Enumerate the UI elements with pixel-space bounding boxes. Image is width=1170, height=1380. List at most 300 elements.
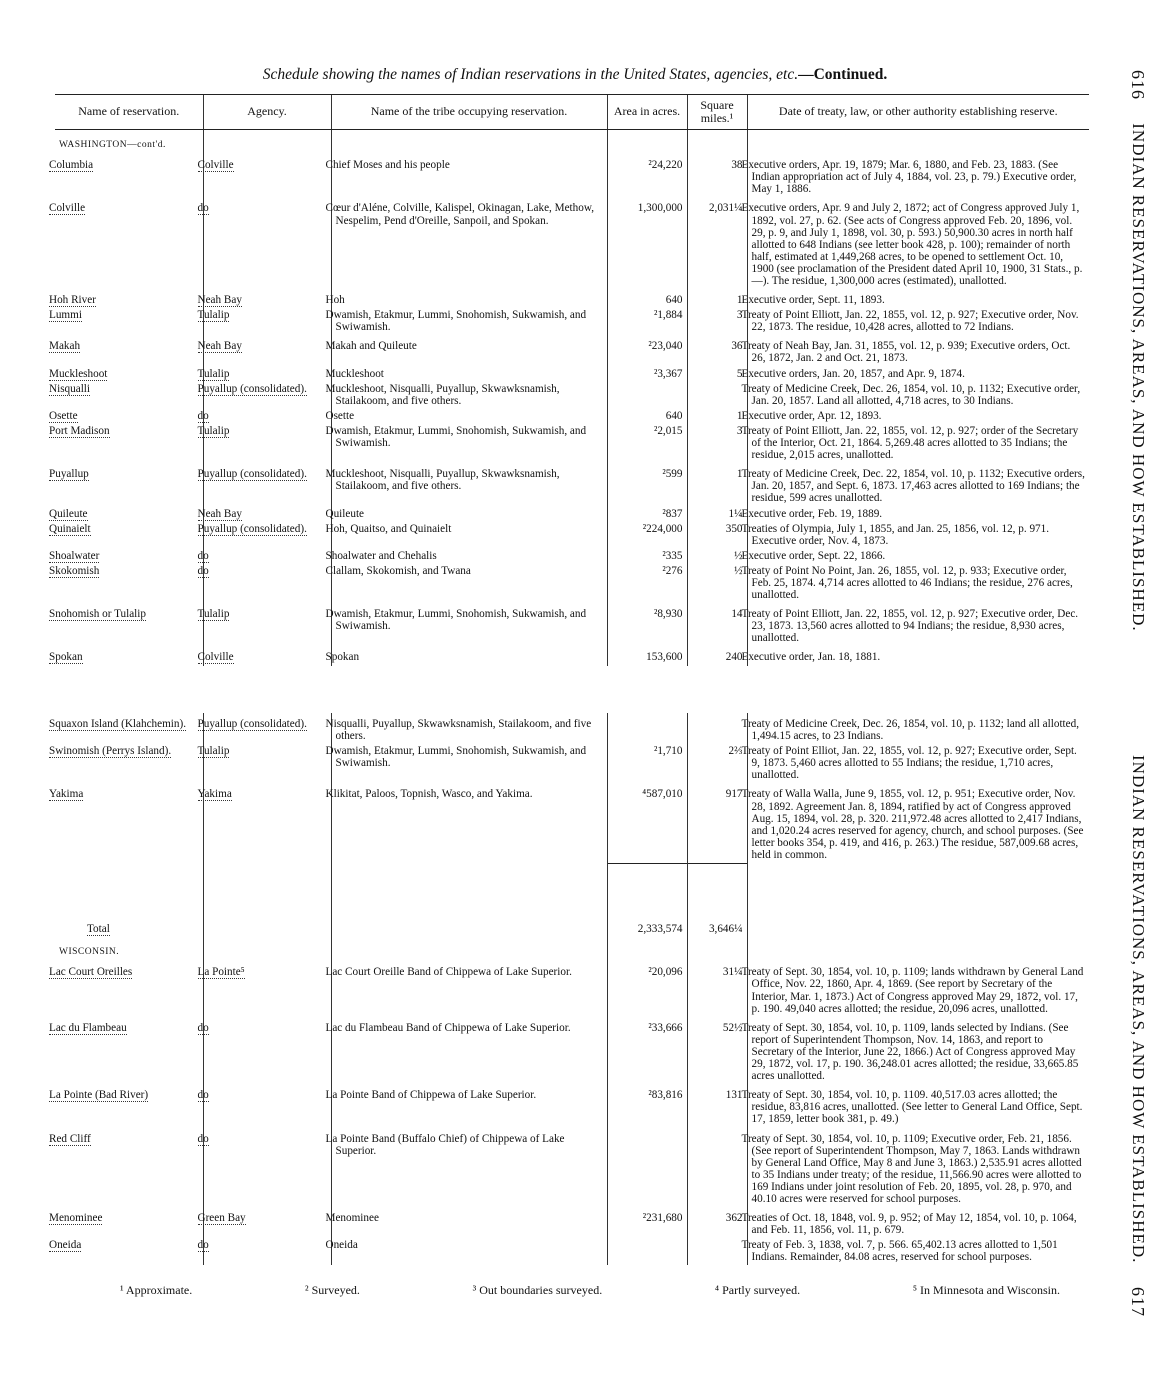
square-miles	[687, 1207, 747, 1238]
agency-text: Colville	[197, 651, 234, 664]
tribe	[325, 564, 607, 603]
tribe-text: Nisqualli, Puyallup, Skwawksnamish, Stailakoom, and five others.	[325, 718, 592, 743]
area-acres-text: ²8,930	[653, 608, 683, 621]
tribe	[325, 783, 607, 863]
tribe-text: Muckleshoot, Nisqualli, Puyallup, Skwawksnamish, Stailakoom, and five others.	[325, 468, 560, 493]
state-washington	[55, 129, 1089, 154]
tribe-text: Quileute	[325, 507, 365, 520]
reservation-name	[49, 308, 203, 335]
authority	[741, 744, 1089, 783]
reservation-name-text: Shoalwater	[49, 549, 100, 562]
square-miles	[687, 382, 747, 409]
square-miles	[687, 646, 747, 665]
table-row	[55, 522, 1089, 549]
area-acres	[607, 713, 687, 744]
table-row	[55, 1238, 1089, 1265]
tribe-text: Oneida	[325, 1239, 358, 1252]
empty-cell	[747, 937, 1089, 961]
square-miles	[687, 1084, 747, 1127]
area-acres	[607, 603, 687, 646]
tribe-text: Osette	[325, 409, 355, 422]
square-miles	[687, 961, 747, 1016]
area-acres-text: ²335	[662, 549, 683, 562]
tribe	[325, 409, 607, 424]
col-header-agency: Agency.	[203, 95, 331, 130]
square-miles	[687, 367, 747, 382]
authority-text: Executive orders, Apr. 19, 1879; Mar. 6, 1880, and Feb. 23, 1883. (See Indian appropriation act of July 4, 1884, vol. 23, p. 79.) Executive order, May 1, 1886.	[741, 159, 1077, 196]
area-acres	[607, 1084, 687, 1127]
tribe	[325, 603, 607, 646]
empty-cell	[331, 937, 607, 961]
empty-cell	[687, 129, 747, 154]
authority-text: Executive order, Apr. 12, 1893.	[741, 409, 882, 422]
empty-cell	[203, 863, 331, 937]
authority-text: Treaty of Neah Bay, Jan. 31, 1855, vol. 12, p. 939; Executive orders, Oct. 26, 1872, Jan. 2 and Oct. 21, 1873.	[741, 340, 1071, 365]
table-row	[55, 783, 1089, 863]
area-acres-text: ²1,710	[653, 745, 683, 758]
tribe-text: Muckleshoot, Nisqualli, Puyallup, Skwawksnamish, Stailakoom, and five others.	[325, 382, 560, 407]
footnote-3: ³ Out boundaries surveyed.	[472, 1283, 603, 1297]
authority-text: Treaty of Walla Walla, June 9, 1855, vol. 12, p. 951; Executive order, Nov. 28, 1892. Agreement Jan. 8, 1894, ratified by act of Congress approved Aug. 15, 1894, vol. 28, p. 320. 211,972.48 acres allotted to 2,417 Indians, and 1,020.24 acres reserved for agency, church, and school purposes. (See letter books 354, p. 419, and 416, p. 263.) The residue, 587,009.68 acres, held in common.	[741, 788, 1084, 861]
tribe	[325, 961, 607, 1016]
authority-text: Treaty of Point Elliott, Jan. 22, 1855, vol. 12, p. 927; order of the Secretary of the Interior, Oct. 21, 1864. 5,269.48 acres allotted to 35 Indians; the residue, 2,015 acres, unallotted.	[741, 424, 1079, 462]
reservation-name-text: Muckleshoot	[49, 367, 108, 380]
area-acres-text: ²33,666	[648, 1021, 683, 1034]
authority	[741, 603, 1089, 646]
agency-text: Green Bay	[197, 1212, 246, 1225]
table-row	[55, 549, 1089, 564]
table-row	[55, 961, 1089, 1016]
authority	[741, 1207, 1089, 1238]
area-acres-text: ²24,220	[648, 159, 683, 172]
area-acres-text: ²224,000	[642, 522, 683, 535]
square-miles-text: 362	[725, 1212, 743, 1225]
area-acres	[607, 564, 687, 603]
tribe-text: Chief Moses and his people	[325, 159, 450, 172]
authority	[741, 154, 1089, 197]
area-acres	[607, 197, 687, 289]
area-acres	[607, 646, 687, 665]
tribe-text: Dwamish, Etakmur, Lummi, Snohomish, Sukwamish, and Swiwamish.	[325, 309, 587, 334]
table-row	[55, 507, 1089, 522]
agency	[197, 154, 331, 197]
authority-text: Executive orders, Apr. 9 and July 2, 1872; act of Congress approved July 1, 1892, vol. 27, p. 62. (See acts of Congress approved Feb. 20, 1896, vol. 29, p. 9, and July 1, 1898, vol. 30, p. 593.) 50,900.30 acres in north half allotted to 648 Indians (see letter book 428, p. 100); remainder of north half, estimated at 1,449,268 acres, to be opened to settlement Oct. 10, 1900 (see proclamation of the President dated April 10, 1900, 31 Stats., p. —). The residue, 1,300,000 acres (estimated), unallotted.	[741, 202, 1083, 287]
tribe	[325, 1207, 607, 1238]
authority-text: Treaties of Oct. 18, 1848, vol. 9, p. 952; of May 12, 1854, vol. 10, p. 1064, and Feb. 11, 1856, vol. 11, p. 679.	[741, 1212, 1077, 1237]
area-acres	[607, 549, 687, 564]
empty-cell	[607, 129, 687, 154]
reservation-name-text: Osette	[49, 409, 78, 422]
tribe	[325, 522, 607, 549]
authority-text: Treaty of Medicine Creek, Dec. 26, 1854, vol. 10, p. 1132; land all allotted, 1,494.15 acres, to 23 Indians.	[741, 718, 1080, 743]
col-header-sqmi: Square miles.¹	[687, 95, 747, 130]
agency-text: Neah Bay	[197, 294, 242, 307]
reservation-name	[49, 603, 203, 646]
square-miles-text: 38	[731, 159, 743, 172]
table-row	[55, 1017, 1089, 1084]
reservation-name-text: Swinomish (Perrys Island).	[49, 745, 172, 758]
total-row	[55, 863, 1089, 937]
square-miles	[687, 424, 747, 463]
agency-text: Tulalip	[197, 424, 230, 437]
tribe	[325, 744, 607, 783]
authority	[741, 549, 1089, 564]
authority	[741, 1017, 1089, 1084]
authority	[741, 1238, 1089, 1265]
area-acres	[607, 335, 687, 366]
area-acres-text: ²837	[662, 507, 683, 520]
agency	[197, 1238, 331, 1265]
area-acres	[607, 463, 687, 506]
authority	[741, 961, 1089, 1016]
reservation-name-text: Nisqualli	[49, 382, 91, 395]
area-acres	[607, 744, 687, 783]
square-miles	[687, 603, 747, 646]
agency	[197, 603, 331, 646]
square-miles-text: 1	[736, 294, 743, 307]
square-miles	[687, 783, 747, 863]
agency-text: Neah Bay	[197, 340, 242, 353]
reservation-name	[49, 1238, 203, 1265]
reservation-name-text: Port Madison	[49, 424, 110, 437]
reservation-name	[49, 463, 203, 506]
authority-text: Treaty of Point No Point, Jan. 26, 1855, vol. 12, p. 933; Executive order, Feb. 25, 1874. 4,714 acres allotted to 46 Indians; the residue, 276 acres, unallotted.	[741, 564, 1073, 602]
authority-text: Executive order, Feb. 19, 1889.	[741, 507, 883, 520]
reservation-name-text: Columbia	[49, 159, 94, 172]
reservation-name-text: Quinaielt	[49, 522, 91, 535]
authority	[741, 522, 1089, 549]
table-row	[55, 382, 1089, 409]
square-miles-text: ½	[734, 564, 743, 577]
square-miles-text: 131	[725, 1089, 743, 1102]
area-acres	[607, 1017, 687, 1084]
empty-cell	[687, 937, 747, 961]
area-acres	[607, 1207, 687, 1238]
authority	[741, 1128, 1089, 1208]
area-acres-text: ²1,884	[653, 309, 683, 322]
tribe	[325, 463, 607, 506]
col-header-name: Name of reservation.	[55, 95, 203, 130]
table-row	[55, 409, 1089, 424]
tribe	[325, 507, 607, 522]
tribe-text: Dwamish, Etakmur, Lummi, Snohomish, Sukwamish, and Swiwamish.	[325, 608, 587, 633]
agency-text: do	[197, 549, 209, 562]
reservation-name	[49, 1128, 203, 1208]
tribe-text: Makah and Quileute	[325, 340, 417, 353]
authority-text: Executive order, Sept. 11, 1893.	[741, 294, 885, 307]
agency-text: do	[197, 409, 209, 422]
tribe	[325, 382, 607, 409]
reservation-name-text: Colville	[49, 202, 86, 215]
area-acres	[607, 783, 687, 863]
square-miles-text: 1¼	[728, 507, 743, 520]
tribe-text: Klikitat, Paloos, Topnish, Wasco, and Yakima.	[325, 788, 533, 801]
reservation-name-text: Lac du Flambeau	[49, 1021, 127, 1034]
reservation-name	[49, 783, 203, 863]
table-row	[55, 1207, 1089, 1238]
empty-cell	[203, 937, 331, 961]
table-row	[55, 424, 1089, 463]
authority-text: Treaty of Feb. 3, 1838, vol. 7, p. 566. 65,402.13 acres allotted to 1,501 Indians. Remainder, 84.08 acres, reserved for school purposes.	[741, 1239, 1058, 1264]
agency-text: Puyallup (consolidated).	[197, 718, 307, 730]
square-miles-text: 14	[731, 608, 743, 621]
reservation-name	[49, 289, 203, 308]
table-row	[55, 367, 1089, 382]
footnotes	[120, 1283, 1060, 1298]
authority	[741, 197, 1089, 289]
reservation-name-text: Red Cliff	[49, 1132, 91, 1145]
agency-text: Tulalip	[197, 745, 230, 758]
agency	[197, 463, 331, 506]
reservation-name-text: Quileute	[49, 507, 88, 520]
area-acres-text: 640	[665, 294, 683, 307]
col-header-date: Date of treaty, law, or other authority establishing reserve.	[747, 95, 1089, 130]
page-number-616: 616	[1128, 70, 1148, 100]
square-miles	[687, 1238, 747, 1265]
empty-cell	[203, 129, 331, 154]
reservations-table-top	[49, 94, 1089, 666]
reservation-name	[49, 744, 203, 783]
authority	[741, 507, 1089, 522]
table-row	[55, 646, 1089, 665]
authority-text: Treaty of Point Elliot, Jan. 22, 1855, vol. 12, p. 927; Executive order, Sept. 9, 1873. 5,460 acres allotted to 55 Indians; the residue, 1,710 acres, unallotted.	[741, 745, 1077, 782]
tribe-text: Menominee	[325, 1212, 379, 1225]
tribe-text: Lac Court Oreille Band of Chippewa of Lake Superior.	[325, 966, 572, 979]
authority	[741, 308, 1089, 335]
square-miles	[687, 409, 747, 424]
reservation-name-text: Makah	[49, 340, 81, 353]
square-miles	[687, 507, 747, 522]
reservations-table-bottom	[49, 713, 1089, 1265]
state-washington-label: WASHINGTON—cont'd.	[59, 139, 166, 150]
empty-cell	[747, 863, 1089, 937]
agency	[197, 646, 331, 665]
reservation-name-text: Menominee	[49, 1212, 103, 1225]
tribe	[325, 713, 607, 744]
agency-text: do	[197, 564, 209, 577]
reservation-name-text: Hoh River	[49, 294, 96, 307]
table-row	[55, 308, 1089, 335]
tribe-text: Lac du Flambeau Band of Chippewa of Lake Superior.	[325, 1021, 571, 1034]
reservation-name-text: Lummi	[49, 309, 82, 322]
total-area: 2,333,574	[607, 863, 687, 937]
area-acres	[607, 382, 687, 409]
page-number-617: 617	[1128, 1286, 1148, 1317]
agency	[197, 1017, 331, 1084]
area-acres-text: 1,300,000	[637, 202, 683, 215]
square-miles-text: 917	[725, 788, 743, 801]
agency-text: Puyallup (consolidated).	[197, 382, 307, 395]
agency	[197, 424, 331, 463]
tribe-text: Shoalwater and Chehalis	[325, 549, 437, 562]
square-miles	[687, 744, 747, 783]
square-miles-text: ½	[734, 549, 743, 562]
authority-text: Treaty of Point Elliott, Jan. 22, 1855, vol. 12, p. 927; Executive order, Dec. 23, 1873. 13,560 acres allotted to 94 Indians; the residue, 8,930 acres, unallotted.	[741, 608, 1079, 645]
tribe-text: Dwamish, Etakmur, Lummi, Snohomish, Sukwamish, and Swiwamish.	[325, 424, 587, 450]
area-acres-text: ²599	[662, 468, 683, 481]
footnote-1: ¹ Approximate.	[120, 1283, 193, 1297]
reservation-name-text: La Pointe (Bad River)	[49, 1089, 149, 1102]
agency	[197, 1207, 331, 1238]
agency	[197, 382, 331, 409]
table-row	[55, 289, 1089, 308]
agency-text: Puyallup (consolidated).	[197, 468, 307, 481]
square-miles	[687, 713, 747, 744]
authority-text: Treaty of Medicine Creek, Dec. 26, 1854, vol. 10, p. 1132; Executive order, Jan. 20, 1857. Land all allotted, 4,718 acres, to 30 Indians.	[741, 382, 1081, 407]
reservation-name	[49, 522, 203, 549]
square-miles	[687, 335, 747, 366]
area-acres	[607, 409, 687, 424]
square-miles-text: 2⅔	[728, 745, 743, 758]
authority	[741, 409, 1089, 424]
agency	[197, 783, 331, 863]
authority	[741, 424, 1089, 463]
tribe	[325, 424, 607, 463]
col-header-tribe: Name of the tribe occupying reservation.	[331, 95, 607, 130]
agency	[197, 409, 331, 424]
reservation-name	[49, 713, 203, 744]
tribe-text: Spokan	[325, 651, 360, 664]
table-row	[55, 154, 1089, 197]
reservation-name	[49, 197, 203, 289]
agency-text: do	[197, 1089, 209, 1102]
running-head-bottom: INDIAN RESERVATIONS, AREAS, AND HOW ESTABLISHED.	[1129, 755, 1148, 1264]
reservation-name-text: Spokan	[49, 651, 83, 664]
reservation-name	[49, 564, 203, 603]
square-miles	[687, 549, 747, 564]
agency-text: do	[197, 202, 209, 215]
area-acres	[607, 522, 687, 549]
authority	[741, 564, 1089, 603]
area-acres	[607, 154, 687, 197]
agency	[197, 522, 331, 549]
reservation-name	[49, 154, 203, 197]
state-wisconsin-label: WISCONSIN.	[59, 947, 120, 958]
reservation-name	[49, 646, 203, 665]
area-acres	[607, 961, 687, 1016]
table-row	[55, 463, 1089, 506]
authority-text: Executive order, Sept. 22, 1866.	[741, 549, 886, 562]
area-acres-text: ²231,680	[642, 1212, 683, 1225]
authority	[741, 382, 1089, 409]
reservation-name-text: Skokomish	[49, 564, 100, 577]
agency-text: Yakima	[197, 788, 232, 801]
tribe	[325, 646, 607, 665]
square-miles-text: 1	[736, 468, 743, 481]
table-row	[55, 197, 1089, 289]
side-header-top	[1127, 70, 1148, 632]
agency	[197, 197, 331, 289]
area-acres	[607, 424, 687, 463]
tribe	[325, 154, 607, 197]
page-title: Schedule showing the names of Indian reservations in the United States, agencies, etc.—Continued.	[262, 66, 888, 83]
square-miles	[687, 1128, 747, 1208]
total-label-text: Total	[87, 923, 110, 936]
square-miles-text: 240	[725, 651, 743, 664]
table-row	[55, 603, 1089, 646]
footnote-4: ⁴ Partly surveyed.	[714, 1283, 801, 1297]
square-miles	[687, 197, 747, 289]
authority-text: Treaty of Sept. 30, 1854, vol. 10, p. 1109; Executive order, Feb. 21, 1856. (See report of Superintendent Thompson, May 7, 1863. Lands withdrawn by General Land Office, May 8 and June 3, 1863.) 2,535.91 acres allotted to 35 Indians under treaty; of the residue, 11,566.90 acres were allotted to 169 Indians under joint resolution of Feb. 20, 1895, vol. 28, p. 970, and 40.10 acres were reserved for school purposes.	[741, 1132, 1082, 1205]
agency	[197, 713, 331, 744]
reservation-name	[49, 409, 203, 424]
reservation-name	[49, 961, 203, 1016]
authority	[741, 1084, 1089, 1127]
table-header-row	[55, 95, 1089, 130]
table-row	[55, 564, 1089, 603]
authority	[741, 289, 1089, 308]
footnote-2: ² Surveyed.	[304, 1283, 360, 1297]
table-row	[55, 1128, 1089, 1208]
square-miles-text: 52½	[722, 1021, 743, 1034]
total-sqmi: 3,646¼	[687, 863, 747, 937]
tribe-text: Dwamish, Etakmur, Lummi, Snohomish, Sukwamish, and Swiwamish.	[325, 745, 587, 770]
table-row	[55, 1084, 1089, 1127]
authority-text: Treaty of Sept. 30, 1854, vol. 10, p. 1109, lands selected by Indians. (See report of Superintendent Thompson, Nov. 14, 1863, and report to Secretary of the Interior, June 22, 1866.) Act of Congress approved May 29, 1872, vol. 17, p. 190. 36,248.01 acres allotted; the residue, 33,665.85 acres unallotted.	[741, 1021, 1079, 1083]
reservation-name	[49, 1084, 203, 1127]
total-label	[55, 863, 203, 937]
col-header-area: Area in acres.	[607, 95, 687, 130]
agency	[197, 549, 331, 564]
tribe	[325, 367, 607, 382]
reservation-name-text: Yakima	[49, 788, 84, 801]
square-miles-text: 2,031¼	[708, 202, 743, 215]
square-miles	[687, 463, 747, 506]
agency-text: Puyallup (consolidated).	[197, 522, 307, 535]
reservation-name	[49, 507, 203, 522]
area-acres-text: ²20,096	[648, 966, 683, 979]
tribe	[325, 1238, 607, 1265]
authority	[741, 367, 1089, 382]
authority-text: Executive orders, Jan. 20, 1857, and Apr. 9, 1874.	[741, 367, 965, 380]
authority-text: Treaty of Sept. 30, 1854, vol. 10, p. 1109; lands withdrawn by General Land Office, Nov. 22, 1860, Apr. 4, 1869. (See report by Secretary of the Interior, Mar. 1, 1873.) Act of Congress approved May 29, 1872, vol. 17, p. 190. 49,040 acres allotted; the residue, 20,096 acres, unallotted.	[741, 966, 1084, 1015]
reservation-name	[49, 549, 203, 564]
authority-text: Treaty of Medicine Creek, Dec. 22, 1854, vol. 10, p. 1132; Executive orders, Jan. 20, 1857, and Sept. 6, 1873. 17,463 acres allotted to 169 Indians; the residue, 599 acres unallotted.	[741, 468, 1085, 505]
area-acres-text: ²23,040	[648, 340, 683, 353]
tribe	[325, 1128, 607, 1208]
square-miles	[687, 308, 747, 335]
area-acres-text: ²83,816	[648, 1089, 683, 1102]
agency	[197, 1128, 331, 1208]
agency-text: La Pointe⁵	[197, 966, 245, 979]
tribe-text: Hoh	[325, 294, 345, 307]
agency-text: do	[197, 1021, 209, 1034]
reservation-name	[49, 1017, 203, 1084]
reservation-name	[49, 382, 203, 409]
square-miles	[687, 564, 747, 603]
tribe	[325, 1084, 607, 1127]
reservation-name-text: Lac Court Oreilles	[49, 966, 133, 979]
table-row	[55, 744, 1089, 783]
area-acres-text: ²3,367	[653, 367, 683, 380]
tribe-text: Cœur d'Aléne, Colville, Kalispel, Okinagan, Lake, Methow, Nespelim, Pend d'Oreille, Sanpoil, and Spokan.	[325, 202, 594, 227]
side-header-bottom	[1127, 755, 1148, 1317]
authority	[741, 463, 1089, 506]
authority-text: Treaty of Point Elliott, Jan. 22, 1855, vol. 12, p. 927; Executive order, Nov. 22, 1873. The residue, 10,428 acres, allotted to 72 Indians.	[741, 309, 1079, 334]
agency-text: Tulalip	[197, 309, 230, 322]
empty-cell	[607, 937, 687, 961]
area-acres-text: ⁴587,010	[642, 788, 683, 801]
agency-text: do	[197, 1239, 209, 1252]
agency	[197, 367, 331, 382]
area-acres-text: ²276	[662, 564, 683, 577]
area-acres	[607, 507, 687, 522]
authority-text: Executive order, Jan. 18, 1881.	[741, 651, 881, 664]
authority	[741, 713, 1089, 744]
square-miles-text: 5	[736, 367, 743, 380]
agency	[197, 308, 331, 335]
tribe	[325, 335, 607, 366]
